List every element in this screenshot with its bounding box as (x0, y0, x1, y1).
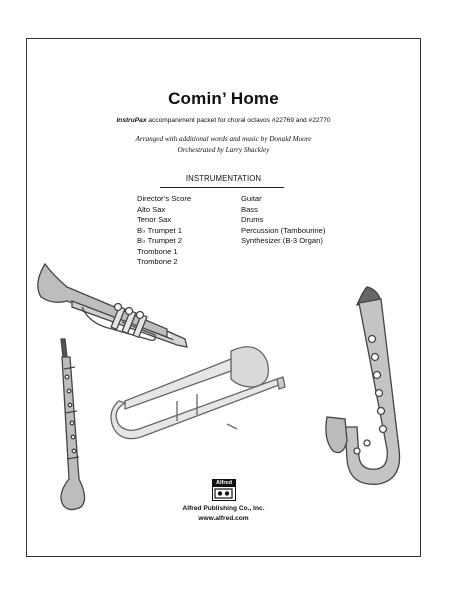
logo-text: Alfred (213, 480, 235, 487)
instrument-item: Director’s Score (137, 194, 192, 203)
orchestrator-credit: Orchestrated by Larry Shackley (177, 146, 270, 154)
arranger-credit: Arranged with additional words and music by Donald Moore (135, 135, 312, 143)
alfred-logo (212, 479, 236, 501)
instrument-item: Trombone 1 (137, 246, 178, 256)
instrument-item: Percussion (Tambourine) (241, 225, 326, 235)
cover-frame (26, 38, 421, 557)
publisher-website: www.alfred.com (198, 515, 249, 522)
subtitle-text: accompaniment packet for choral octavos #22769 and #22770 (146, 117, 331, 124)
saxophone-icon (326, 287, 400, 484)
instrument-item: B♭ Trumpet 1 (137, 225, 182, 235)
instrument-item: Tenor Sax (137, 215, 172, 224)
instrument-item: B♭ Trumpet 2 (137, 236, 182, 245)
instrument-item: Bass (241, 204, 258, 214)
clarinet-icon (61, 339, 85, 510)
instrumentation-heading: INSTRUMENTATION (185, 174, 262, 183)
logo-mark-icon (213, 487, 234, 500)
instrument-item: Guitar (241, 194, 262, 203)
trombone-icon (111, 347, 285, 439)
instrument-item: Synthesizer (B-3 Organ) (241, 236, 323, 245)
instrument-item: Trombone 2 (137, 257, 178, 266)
instrument-item: Drums (241, 215, 264, 224)
publisher-name: Alfred Publishing Co., Inc. (182, 505, 265, 512)
instrument-item: Alto Sax (137, 204, 166, 214)
brand-name: InstruPax (116, 117, 147, 124)
trumpet-icon (38, 264, 187, 347)
song-title: Comin’ Home (168, 89, 279, 108)
